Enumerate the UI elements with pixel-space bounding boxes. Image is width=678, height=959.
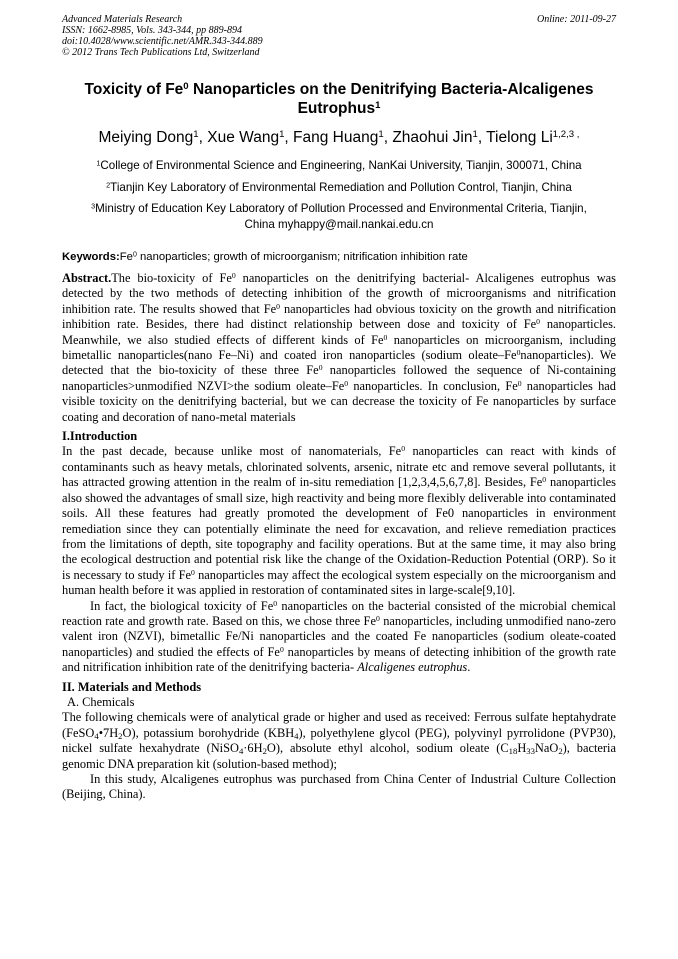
issn-line: ISSN: 1662-8985, Vols. 343-344, pp 889-894 [62, 25, 242, 36]
affiliation-3-email: China myhappy@mail.nankai.edu.cn [244, 217, 434, 231]
doi-line: doi:10.4028/www.scientific.net/AMR.343-344.889 [62, 36, 263, 47]
copyright-line: © 2012 Trans Tech Publications Ltd, Switzerland [62, 47, 260, 58]
journal-header [62, 14, 616, 58]
affiliations [62, 158, 616, 232]
author: Meiying Dong$^1$, [98, 129, 208, 146]
journal-name: Advanced Materials Research [62, 14, 183, 25]
abstract: Abstract.The bio-toxicity of Fe$^0$ nanoparticles on the denitrifying bacterial- Alcaligenes eutrophus was detected by the two methods of detecting inhibition of the growth of microorganisms and nitrification inhibition rate. The results showed that Fe$^0$ nanoparticles had obvious toxicity on the growth and nitrification inhibition rate. Besides, there had distinct relationship between dose and toxicity of Fe$^0$ nanoparticles. Meanwhile, we also studied effects of different kinds of Fe$^0$ nanoparticles on microorganism, including bimetallic nanoparticles(nano Fe–Ni) and coated iron nanoparticles (sodium oleate–Fe$^0$nanoparticles). We detected that the bio-toxicity of these three Fe$^0$ nanoparticles followed the sequence of Ni-containing nanoparticles>unmodified NZVI>the sodium oleate–Fe$^0$ nanoparticles. In conclusion, Fe$^0$ nanoparticles had visible toxicity on the denitrifying bacterial, but we can decrease the toxicity of Fe nanoparticles by surface coating and decoration of nano-metal materials [62, 271, 617, 424]
paper-body [62, 271, 616, 803]
affiliation-1: $^1$College of Environmental Science and Engineering, NanKai University, Tianjin, 300071, China [96, 158, 582, 172]
subsection-heading-chemicals: A. Chemicals [67, 694, 135, 709]
author: Fang Huang$^1$, [293, 129, 393, 146]
author: Xue Wang$^1$, [207, 129, 294, 146]
author-list [62, 128, 616, 148]
affiliation-3: $^3$Ministry of Education Key Laboratory of Pollution Processed and Environmental Criteria, Tianjin, [91, 201, 587, 215]
affiliation-2: $^2$Tianjin Key Laboratory of Environmental Remediation and Pollution Control, Tianjin, China [106, 179, 572, 194]
chemicals-paragraph: The following chemicals were of analytical grade or higher and used as received: Ferrous sulfate heptahydrate $(FeSO_4•7H_2O)$, potassium borohydride $(KBH_4)$, polyethylene glycol (PEG), polyvinyl pyrrolidone (PVP30), nickel sulfate hexahydrate $(NiSO_4\cdot 6H_2O)$, absolute ethyl alcohol, sodium oleate $(C_{18}H_{33}NaO_2)$, bacteria genomic DNA preparation kit (solution-based method); [62, 710, 616, 771]
online-date: Online: 2011-09-27 [537, 14, 616, 25]
keywords: Keywords:Fe$^0$ nanoparticles; growth of microorganism; nitrification inhibition rate [62, 251, 468, 263]
author: Tielong $Li^{1,2,3 ,}$ [486, 129, 580, 146]
author: Zhaohui Jin$^1$, [392, 129, 487, 146]
methods-paragraph-2: In this study, Alcaligenes eutrophus was purchased from China Center of Industrial Culture Collection (Beijing, China). [62, 772, 616, 802]
intro-paragraph-1: In the past decade, because unlike most of nanomaterials, Fe$^0$ nanoparticles can react with kinds of contaminants such as heavy metals, chlorinated solvents, arsenic, nitrate etc and remove several pollutants, it has attracted growing attention in the realm of in-situ remediation [1,2,3,4,5,6,7,8]. Besides, Fe$^0$ nanoparticles also showed the advantages of small size, high reactivity and being more flexibly deliverable into contaminated soils. All these features had greatly promoted the development of Fe0 nanoparticles in environment remediation since they can potentially eliminate the need for excavation, and relieve remediation practices from the limitations of depth, site topography and facility operations. But at the same time, it may also bring the ecological destruction and potential risk like the change of the Oxidation-Reduction Potential (ORP). So it is necessary to study if Fe$^0$ nanoparticles may affect the ecological system especially on the microorganism and human health before it was applied in restoration of contaminated sites in large-scale[9,10]. [62, 444, 617, 598]
section-heading-methods: II. Materials and Methods [62, 679, 202, 694]
section-heading-introduction: I.Introduction [62, 429, 138, 444]
paper-title: Toxicity of Fe$^0$ Nanoparticles on the Denitrifying Bacteria-Alcaligenes Eutrophus$^1$ [84, 81, 594, 117]
intro-paragraph-2: In fact, the biological toxicity of Fe$^0$ nanoparticles on the bacterial consisted of the microbial chemical reaction rate and growth rate. Based on this, we chose three Fe$^0$ nanoparticles, including unmodified nano-zero valent iron (NZVI), bimetallic Fe/Ni nanoparticles and the coated Fe nanoparticles (sodium oleate-coated nanoparticles) and studied the effects of Fe$^0$ nanoparticles by means of detecting inhibition of the growth rate and nitrification inhibition rate of the denitrifying bacteria- Alcaligenes eutrophus. [62, 598, 616, 675]
